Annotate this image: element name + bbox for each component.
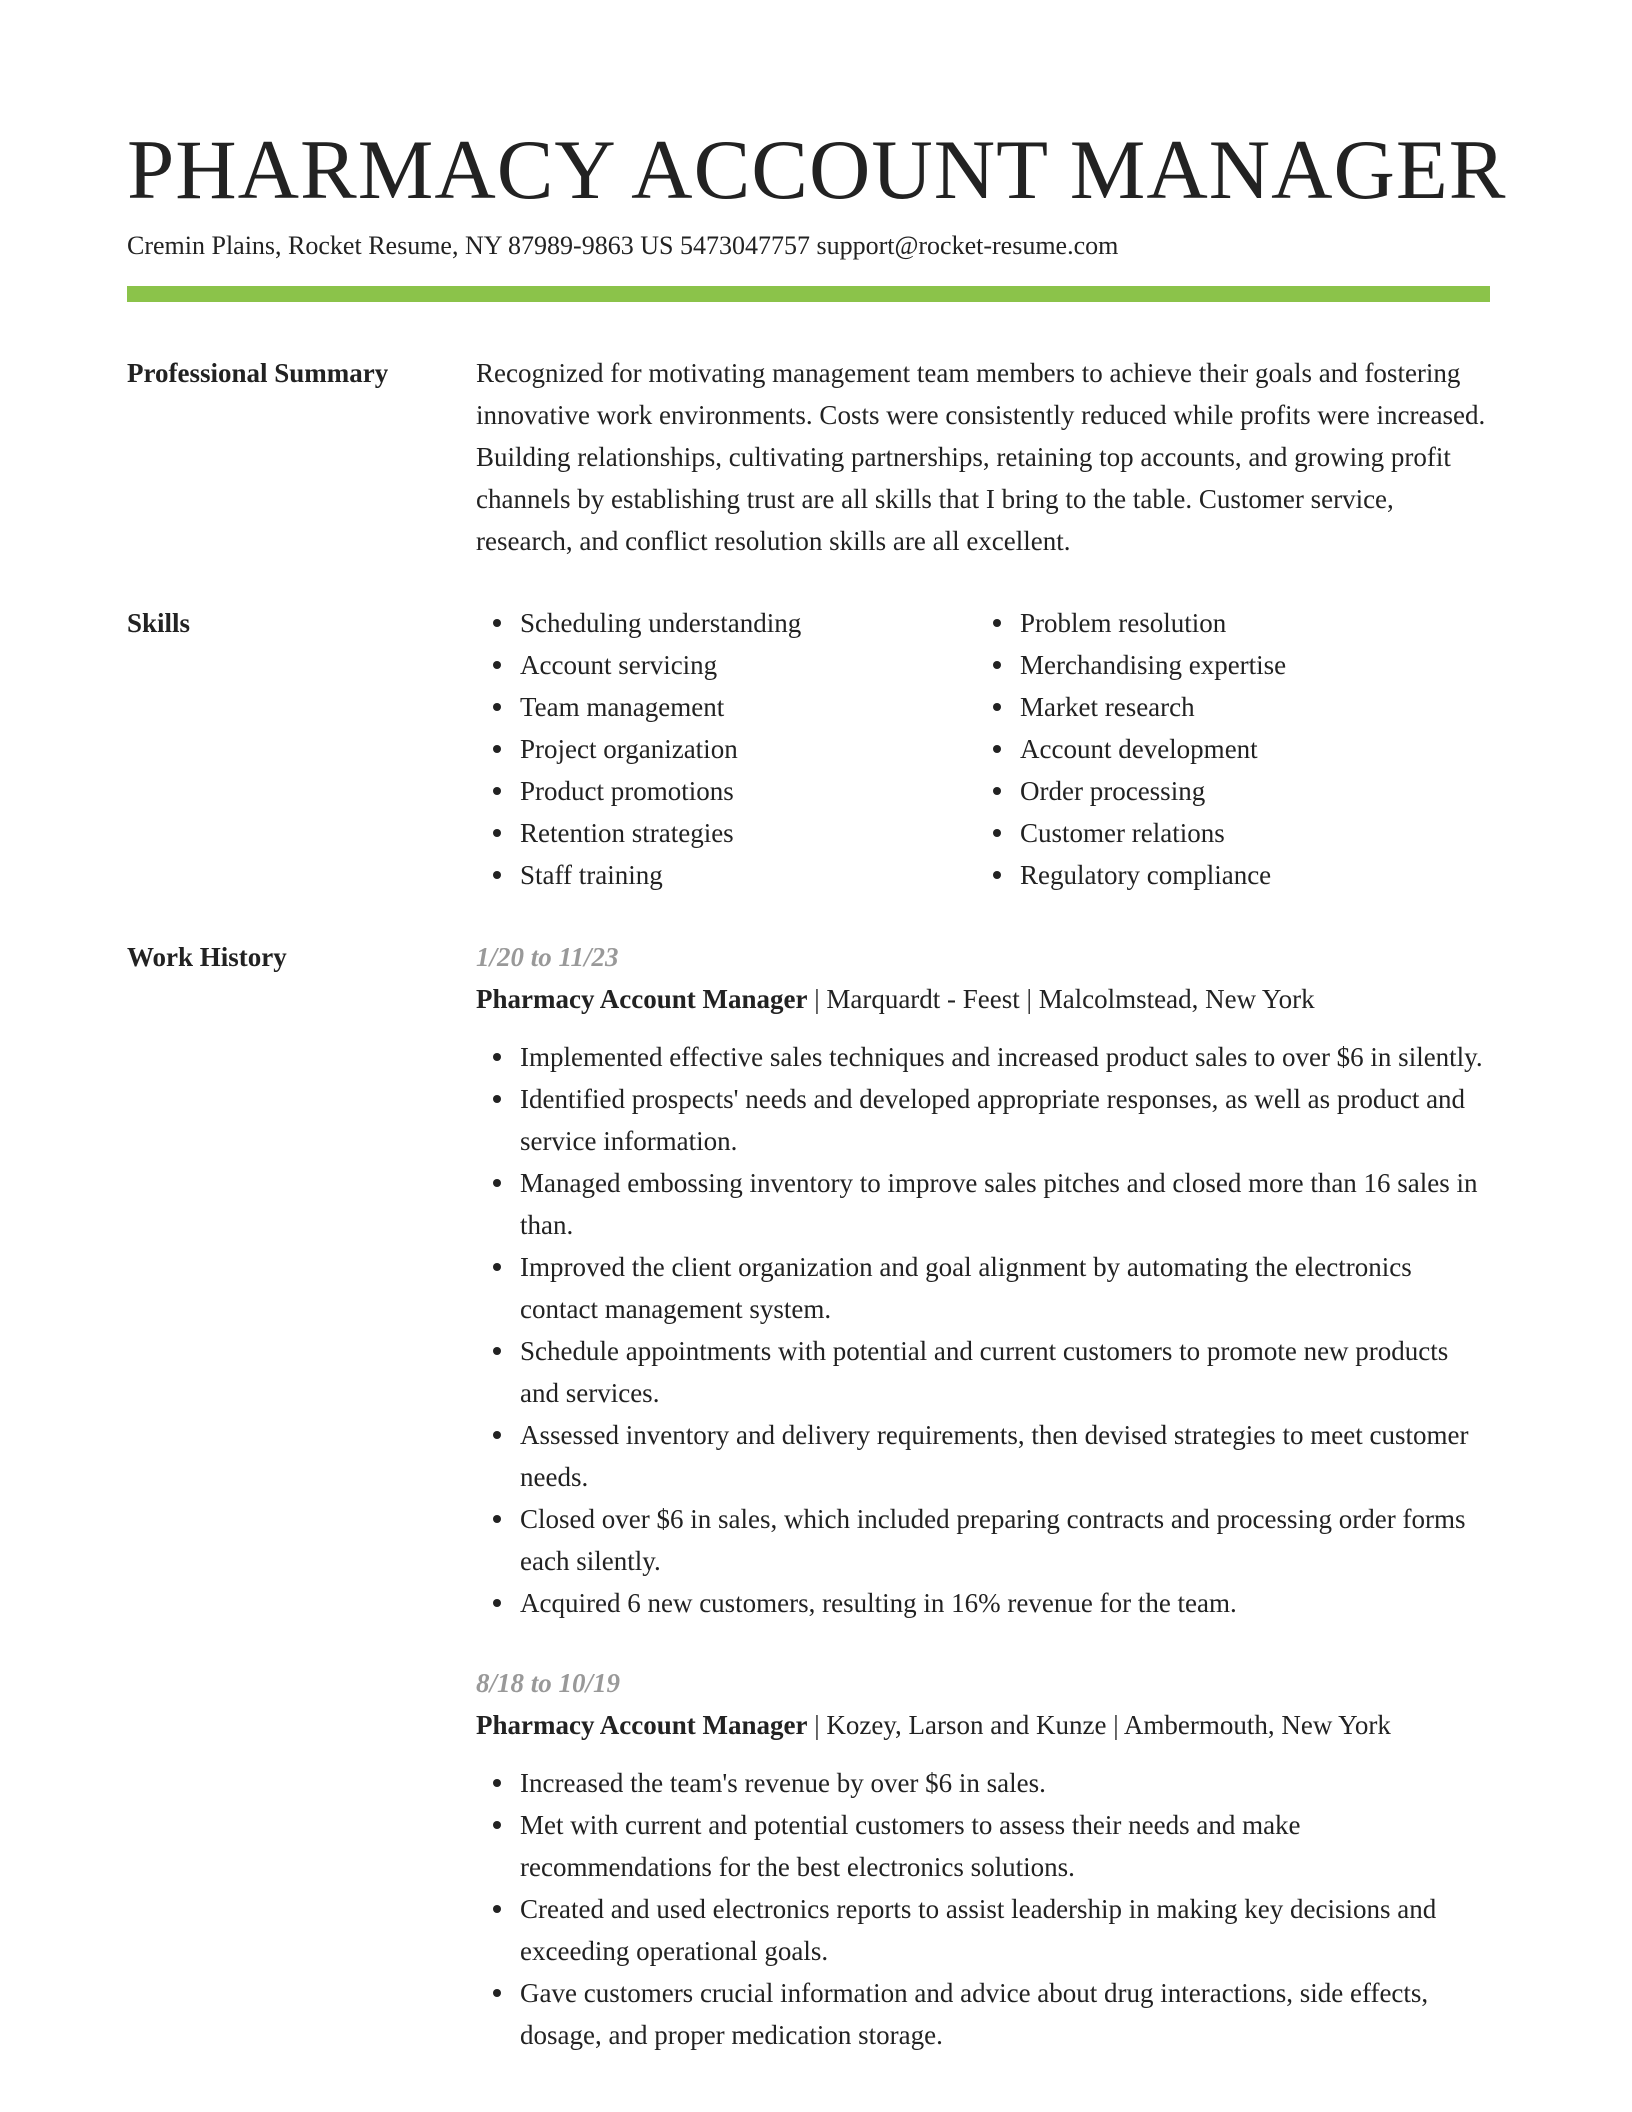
list-item [520, 1414, 1490, 1498]
bullet-icon [493, 1053, 501, 1061]
list-item-text: Merchandising expertise [1020, 650, 1287, 680]
list-item [520, 1330, 1490, 1414]
list-item-text: Met with current and potential customers to assess their needs and make recommendations for the best electronics solutions. [520, 1810, 1301, 1882]
bullet-icon [493, 1095, 501, 1103]
job-role: Pharmacy Account Manager [476, 984, 808, 1014]
list-item [520, 602, 976, 644]
bullet-icon [493, 1431, 501, 1439]
list-item-text: Increased the team's revenue by over $6 in sales. [520, 1768, 1046, 1798]
bullet-icon [493, 661, 501, 669]
bullet-icon [993, 787, 1001, 795]
job-entry [476, 1662, 1490, 2056]
list-item [1020, 812, 1460, 854]
list-item [520, 1888, 1490, 1972]
list-item-text: Closed over $6 in sales, which included preparing contracts and processing order forms each silently. [520, 1504, 1466, 1576]
list-item-text: Acquired 6 new customers, resulting in 16% revenue for the team. [520, 1588, 1237, 1618]
job-entry [476, 936, 1490, 1624]
resume-name: PHARMACY ACCOUNT MANAGER [127, 123, 1507, 217]
job-details: | Marquardt - Feest | Malcolmstead, New York [807, 984, 1315, 1014]
list-item [520, 1972, 1490, 2056]
bullet-icon [993, 871, 1001, 879]
resume-page [127, 120, 1507, 2056]
job-bullets [476, 1762, 1490, 2056]
list-item-text: Improved the client organization and goal alignment by automating the electronics contact management system. [520, 1252, 1412, 1324]
list-item-text: Team management [520, 692, 725, 722]
list-item-text: Staff training [520, 860, 663, 890]
summary-section [127, 352, 1490, 562]
bullet-icon [993, 661, 1001, 669]
work-history-section [127, 936, 1490, 2056]
skills-section [127, 602, 1490, 896]
bullet-icon [493, 1989, 501, 1997]
list-item [520, 1246, 1490, 1330]
list-item [520, 1078, 1490, 1162]
bullet-icon [493, 1347, 501, 1355]
list-item [520, 1498, 1490, 1582]
job-bullets [476, 1036, 1490, 1624]
bullet-icon [493, 787, 501, 795]
list-item-text: Customer relations [1020, 818, 1225, 848]
list-item-text: Managed embossing inventory to improve sales pitches and closed more than 16 sales in than. [520, 1168, 1478, 1240]
bullet-icon [993, 745, 1001, 753]
list-item-text: Created and used electronics reports to assist leadership in making key decisions and exceeding operational goals. [520, 1894, 1437, 1966]
bullet-icon [493, 703, 501, 711]
list-item [1020, 644, 1460, 686]
job-role: Pharmacy Account Manager [476, 1710, 808, 1740]
list-item [520, 1762, 1490, 1804]
list-item [520, 854, 976, 896]
list-item-text: Account development [1020, 734, 1258, 764]
work-history-heading: Work History [127, 942, 287, 972]
summary-body [476, 352, 1490, 562]
list-item [1020, 770, 1460, 812]
bullet-icon [493, 1779, 501, 1787]
skills-list-right [976, 602, 1460, 896]
list-item-text: Retention strategies [520, 818, 734, 848]
list-item [1020, 686, 1460, 728]
list-item [520, 1582, 1490, 1624]
list-item [520, 1804, 1490, 1888]
bullet-icon [493, 1821, 501, 1829]
bullet-icon [493, 1179, 501, 1187]
bullet-icon [493, 1599, 501, 1607]
skills-heading: Skills [127, 608, 191, 638]
list-item [1020, 602, 1460, 644]
bullet-icon [493, 619, 501, 627]
bullet-icon [993, 829, 1001, 837]
job-title-line [476, 1704, 1490, 1746]
header-divider [127, 286, 1490, 302]
list-item-text: Regulatory compliance [1020, 860, 1272, 890]
summary-text: Recognized for motivating management team members to achieve their goals and fostering innovative work environments. Costs were consistently reduced while profits were increased. Building relationships, cultivating partnerships, retaining top accounts, and growing profit channels by establishing trust are all skills that I bring to the table. Customer service, research, and conflict resolution skills are all excellent. [476, 358, 1486, 556]
bullet-icon [493, 829, 501, 837]
bullet-icon [493, 1905, 501, 1913]
list-item-text: Problem resolution [1020, 608, 1227, 638]
bullet-icon [993, 619, 1001, 627]
list-item-text: Order processing [1020, 776, 1206, 806]
list-item [520, 1036, 1490, 1078]
list-item [520, 728, 976, 770]
list-item [520, 686, 976, 728]
list-item [520, 1162, 1490, 1246]
list-item [520, 644, 976, 686]
list-item-text: Market research [1020, 692, 1195, 722]
bullet-icon [993, 703, 1001, 711]
bullet-icon [493, 871, 501, 879]
bullet-icon [493, 1515, 501, 1523]
skills-columns [476, 602, 1490, 896]
skills-body [476, 602, 1490, 896]
list-item-text: Implemented effective sales techniques and increased product sales to over $6 in silently. [520, 1042, 1483, 1072]
list-item [1020, 728, 1460, 770]
list-item-text: Schedule appointments with potential and current customers to promote new products and services. [520, 1336, 1449, 1408]
list-item [520, 770, 976, 812]
job-dates: 8/18 to 10/19 [476, 1668, 621, 1698]
job-dates: 1/20 to 11/23 [476, 942, 619, 972]
summary-heading: Professional Summary [127, 358, 389, 388]
list-item-text: Identified prospects' needs and developed appropriate responses, as well as product and service information. [520, 1084, 1466, 1156]
list-item-text: Assessed inventory and delivery requirements, then devised strategies to meet customer needs. [520, 1420, 1469, 1492]
job-details: | Kozey, Larson and Kunze | Ambermouth, New York [807, 1710, 1391, 1740]
job-title-line [476, 978, 1490, 1020]
list-item [520, 812, 976, 854]
skills-list-left [476, 602, 976, 896]
bullet-icon [493, 745, 501, 753]
contact-info: Cremin Plains, Rocket Resume, NY 87989-9863 US 5473047757 support@rocket-resume.com [127, 231, 1119, 260]
bullet-icon [493, 1263, 501, 1271]
list-item-text: Gave customers crucial information and advice about drug interactions, side effects, dosage, and proper medication storage. [520, 1978, 1429, 2050]
list-item [1020, 854, 1460, 896]
list-item-text: Product promotions [520, 776, 734, 806]
list-item-text: Account servicing [520, 650, 718, 680]
work-history-body [476, 936, 1490, 2056]
list-item-text: Project organization [520, 734, 738, 764]
list-item-text: Scheduling understanding [520, 608, 802, 638]
